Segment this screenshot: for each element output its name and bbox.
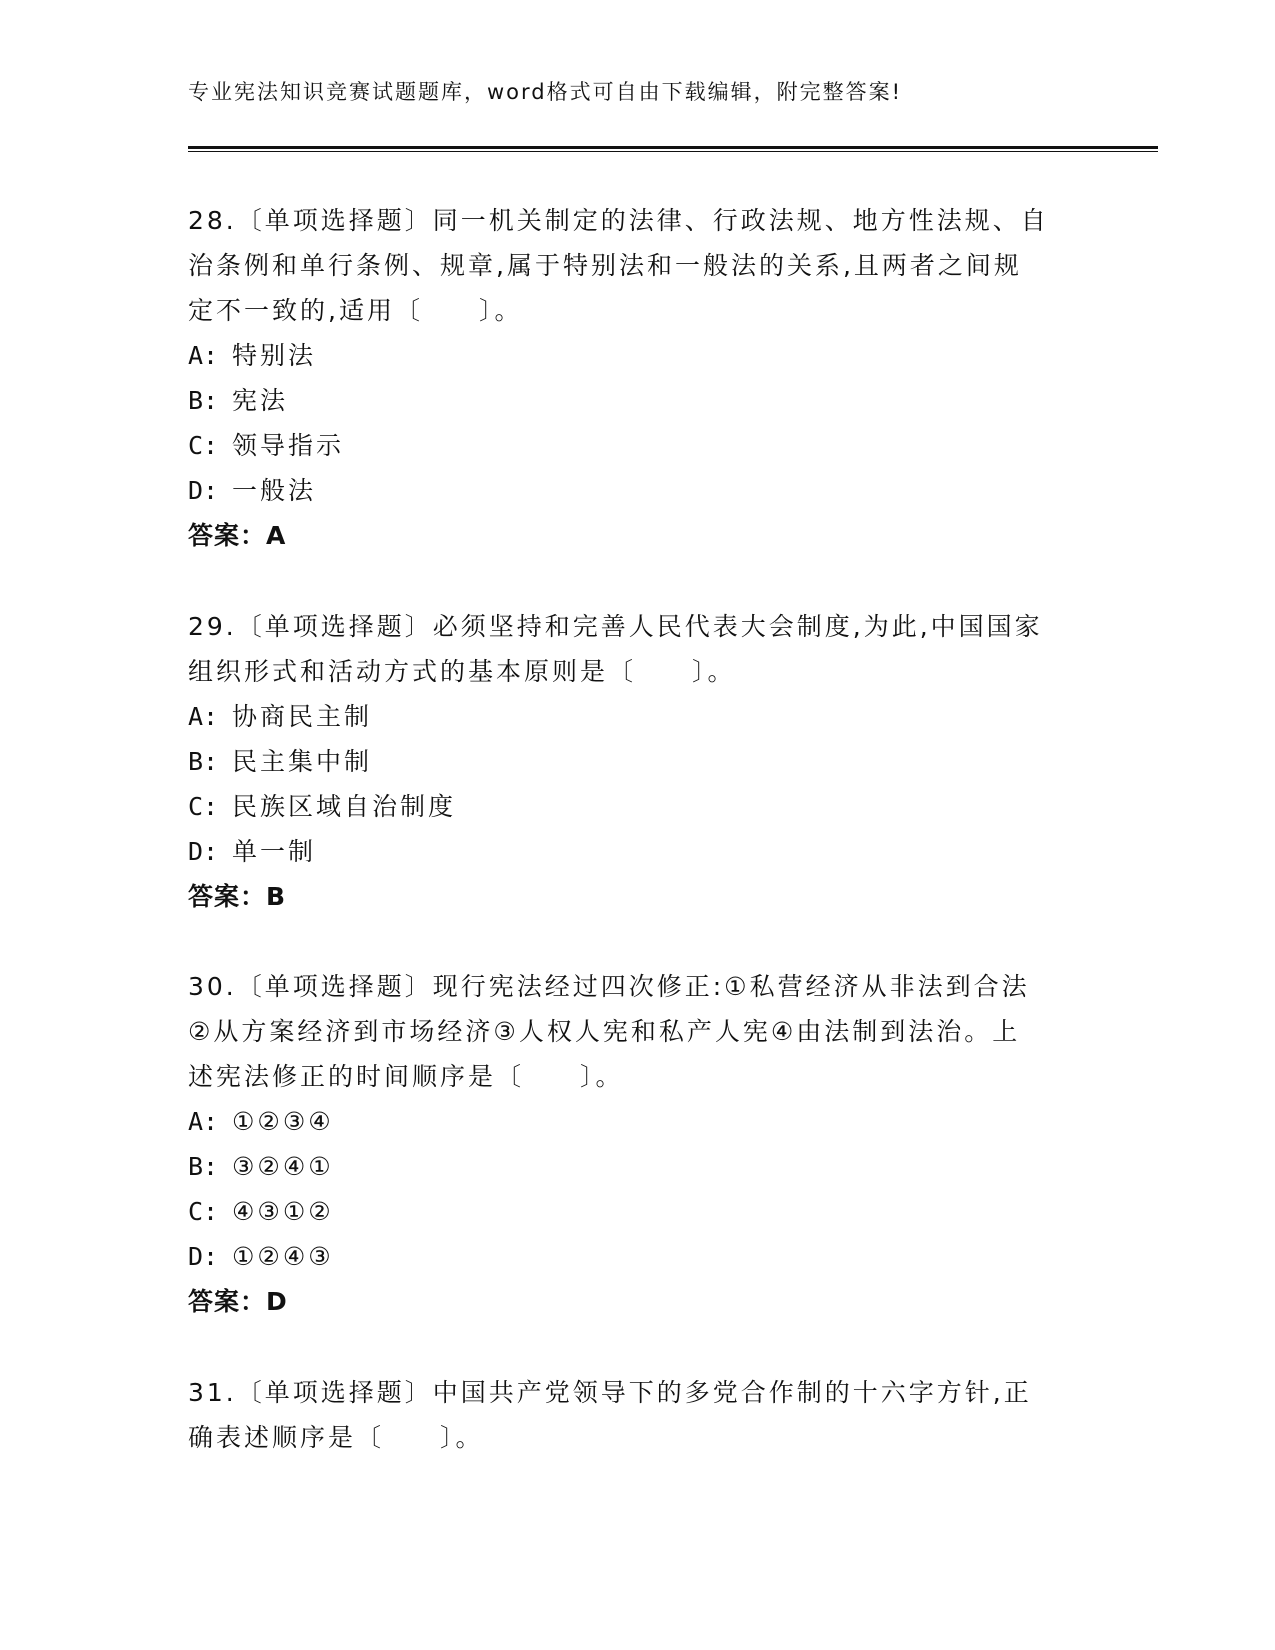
option-letter: C: bbox=[188, 431, 219, 460]
page-header: 专业宪法知识竞赛试题题库，word格式可自由下载编辑，附完整答案! bbox=[188, 80, 903, 104]
question-28 bbox=[188, 198, 1088, 558]
question-text-line: 治条例和单行条例、规章,属于特别法和一般法的关系,且两者之间规 bbox=[188, 251, 1022, 280]
option-text: 民族区域自治制度 bbox=[232, 792, 457, 821]
option-a bbox=[188, 333, 1088, 378]
option-text: ③②④① bbox=[232, 1152, 334, 1181]
option-b bbox=[188, 378, 1088, 423]
option-text: 民主集中制 bbox=[232, 747, 373, 776]
option-text: 一般法 bbox=[232, 476, 317, 505]
header-rule-thin bbox=[188, 151, 1158, 152]
question-text-line: 定不一致的,适用〔 〕。 bbox=[188, 296, 523, 325]
header-rule-thick bbox=[188, 146, 1158, 149]
option-letter: B: bbox=[188, 747, 219, 776]
option-b bbox=[188, 1144, 1088, 1189]
option-text: 单一制 bbox=[232, 837, 317, 866]
option-letter: D: bbox=[188, 837, 219, 866]
option-c bbox=[188, 784, 1088, 829]
question-text-line: 28.〔单项选择题〕同一机关制定的法律、行政法规、地方性法规、自 bbox=[188, 206, 1049, 235]
option-d bbox=[188, 1234, 1088, 1279]
option-d bbox=[188, 468, 1088, 513]
option-text: ①②④③ bbox=[232, 1242, 334, 1271]
option-text: 协商民主制 bbox=[232, 702, 373, 731]
answer: 答案：A bbox=[188, 521, 287, 550]
question-text-line: 30.〔单项选择题〕现行宪法经过四次修正:①私营经济从非法到合法 bbox=[188, 972, 1030, 1001]
option-letter: A: bbox=[188, 1107, 219, 1136]
option-a bbox=[188, 1099, 1088, 1144]
option-text: ④③①② bbox=[232, 1197, 334, 1226]
question-text-line: 31.〔单项选择题〕中国共产党领导下的多党合作制的十六字方针,正 bbox=[188, 1378, 1032, 1407]
question-text-line: 29.〔单项选择题〕必须坚持和完善人民代表大会制度,为此,中国国家 bbox=[188, 612, 1043, 641]
option-letter: C: bbox=[188, 792, 219, 821]
option-text: 领导指示 bbox=[232, 431, 345, 460]
question-text-line: 述宪法修正的时间顺序是〔 〕。 bbox=[188, 1062, 624, 1091]
option-letter: C: bbox=[188, 1197, 219, 1226]
question-text-line: ②从方案经济到市场经济③人权人宪和私产人宪④由法制到法治。上 bbox=[188, 1017, 1021, 1046]
option-text: 特别法 bbox=[232, 341, 317, 370]
option-letter: D: bbox=[188, 1242, 219, 1271]
option-d bbox=[188, 829, 1088, 874]
option-letter: B: bbox=[188, 386, 219, 415]
question-text-line: 组织形式和活动方式的基本原则是〔 〕。 bbox=[188, 657, 736, 686]
option-b bbox=[188, 739, 1088, 784]
answer: 答案：D bbox=[188, 1287, 288, 1316]
option-letter: A: bbox=[188, 702, 219, 731]
option-c bbox=[188, 1189, 1088, 1234]
option-c bbox=[188, 423, 1088, 468]
question-29 bbox=[188, 604, 1088, 919]
question-31 bbox=[188, 1370, 1088, 1460]
option-text: 宪法 bbox=[232, 386, 289, 415]
question-text-line: 确表述顺序是〔 〕。 bbox=[188, 1423, 484, 1452]
option-text: ①②③④ bbox=[232, 1107, 334, 1136]
answer: 答案：B bbox=[188, 882, 287, 911]
option-a bbox=[188, 694, 1088, 739]
option-letter: D: bbox=[188, 476, 219, 505]
question-30 bbox=[188, 964, 1088, 1324]
option-letter: A: bbox=[188, 341, 219, 370]
option-letter: B: bbox=[188, 1152, 219, 1181]
